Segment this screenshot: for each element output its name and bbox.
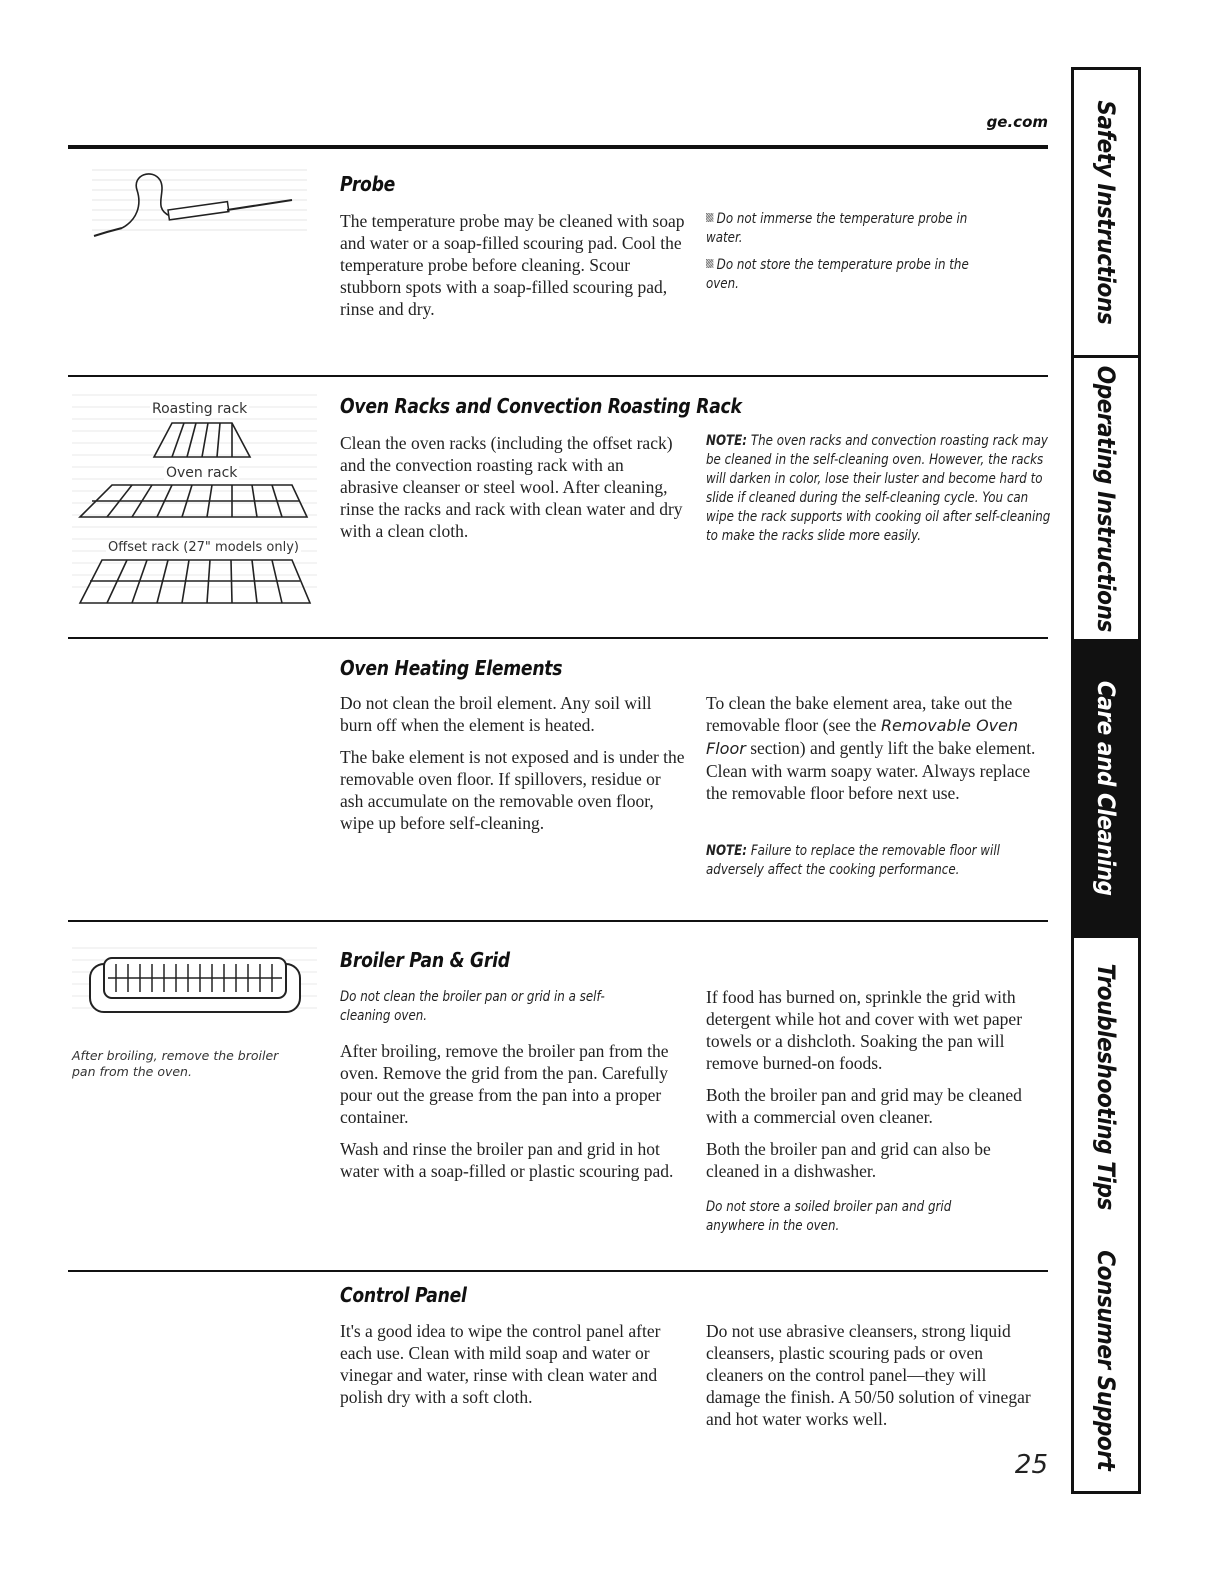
tab-consumer-support-inner: [1074, 1232, 1138, 1488]
tab-safety-instructions[interactable]: [1074, 70, 1138, 355]
control-title: Control Panel: [340, 1283, 467, 1307]
heating-col1-p2: The bake element is not exposed and is under the removable oven floor. If spillovers, residue or ash accumulate on the removable oven floor, wipe up before self-cleaning.: [340, 747, 685, 833]
bullet-icon: [706, 213, 713, 222]
heating-note-text: Failure to replace the removable floor will adversely affect the cooking performance.: [706, 843, 1000, 878]
racks-illustration: [72, 385, 317, 607]
section-sidebar: [1071, 67, 1141, 1265]
tab-label: Safety Instructions: [1092, 100, 1120, 325]
tab-label: Care and Cleaning: [1092, 681, 1120, 896]
probe-notes: [706, 210, 993, 302]
racks-note-label: NOTE:: [706, 433, 748, 449]
header-rule: [68, 145, 1048, 149]
broiler-warning: Do not clean the broiler pan or grid in a self-cleaning oven.: [340, 989, 605, 1024]
removable-floor-ref: Removable Oven Floor: [706, 716, 1019, 758]
tab-troubleshooting-tips[interactable]: [1074, 938, 1138, 1235]
heating-title: Oven Heating Elements: [340, 656, 563, 680]
section-rule: [68, 637, 1048, 639]
tab-operating-instructions[interactable]: [1074, 358, 1138, 639]
tab-care-and-cleaning[interactable]: [1074, 639, 1138, 938]
broiler-caption: After broiling, remove the broiler pan from the oven.: [72, 1048, 279, 1079]
broiler-col1-p1: After broiling, remove the broiler pan from the oven. Remove the grid from the pan. Carefully pour out the grease from the pan into a proper container.: [340, 1041, 669, 1127]
page-number: 25: [1014, 1450, 1048, 1480]
tab-label: Operating Instructions: [1092, 365, 1120, 632]
broiler-title: Broiler Pan & Grid: [340, 948, 510, 972]
heating-col1: [340, 692, 685, 844]
broiler-col2-p2: Both the broiler pan and grid may be cleaned with a commercial oven cleaner.: [706, 1085, 1022, 1127]
racks-note-text: The oven racks and convection roasting rack may be cleaned in the self-cleaning oven. However, the racks will darken in color, lose their luster and become hard to slide if cleaned during the self-cleaning cycle. You can wipe the rack supports with cooking oil after self-cleaning to make the racks slide more easily.: [706, 433, 1051, 544]
heating-note-label: NOTE:: [706, 843, 748, 859]
racks-title: Oven Racks and Convection Roasting Rack: [340, 394, 742, 418]
racks-body: Clean the oven racks (including the offset rack) and the convection roasting rack with an abrasive cleanser or steel wool. After cleaning, rinse the racks and rack with clean water and dry with a clean cloth.: [340, 433, 683, 541]
control-col2: Do not use abrasive cleansers, strong liquid cleansers, plastic scouring pads or oven cleaners on the control panel—they will damage the finish. A 50/50 solution of vinegar and hot water works well.: [706, 1321, 1031, 1429]
probe-body: The temperature probe may be cleaned with soap and water or a soap-filled scouring pad. Cool the temperature probe before cleaning. Scour stubborn spots with a soap-filled scouring pad, rinse and dry.: [340, 211, 685, 319]
broiler-col1-p2: Wash and rinse the broiler pan and grid in hot water with a soap-filled or plastic scouring pad.: [340, 1139, 674, 1181]
site-url: ge.com: [986, 113, 1048, 131]
tab-label: Consumer Support: [1092, 1249, 1120, 1471]
heating-col1-p1: Do not clean the broil element. Any soil will burn off when the element is heated.: [340, 693, 652, 735]
broiler-col2: [706, 986, 1041, 1192]
roasting-rack-label: Roasting rack: [152, 401, 248, 417]
section-rule: [68, 1270, 1048, 1272]
section-rule: [68, 375, 1048, 377]
control-col1: It's a good idea to wipe the control panel after each use. Clean with mild soap and water or vinegar and water, rinse with clean water and polish dry with a soft cloth.: [340, 1321, 661, 1407]
broiler-col2-p1: If food has burned on, sprinkle the grid with detergent while hot and cover with wet paper towels or a dishcloth. Soaking the pan will remove burned-on foods.: [706, 987, 1023, 1073]
tab-label: Troubleshooting Tips: [1092, 963, 1120, 1210]
offset-rack-label: Offset rack (27" models only): [108, 540, 299, 555]
oven-rack-label: Oven rack: [166, 465, 238, 481]
bullet-icon: [706, 259, 713, 268]
heating-col2-post: section) and gently lift the bake element. Clean with warm soapy water. Always replace the removable floor before next use.: [706, 738, 1036, 803]
broiler-col2-p3: Both the broiler pan and grid can also be cleaned in a dishwasher.: [706, 1139, 991, 1181]
heating-note: [706, 842, 1050, 880]
consumer-support-tab[interactable]: [1071, 1232, 1141, 1494]
racks-note: [706, 432, 1059, 546]
probe-note-1: Do not immerse the temperature probe in water.: [706, 211, 968, 246]
probe-title: Probe: [340, 172, 396, 196]
heating-col2: [706, 692, 1041, 812]
broiler-note: Do not store a soiled broiler pan and grid anywhere in the oven.: [706, 1199, 952, 1234]
section-rule: [68, 920, 1048, 922]
probe-illustration: [82, 160, 312, 240]
broiler-col1: [340, 1040, 685, 1192]
broiler-pan-illustration: [72, 940, 317, 1022]
probe-note-2: Do not store the temperature probe in the oven.: [706, 257, 969, 292]
heating-col2-pre: To clean the bake element area, take out the removable floor (see the: [706, 693, 1013, 735]
